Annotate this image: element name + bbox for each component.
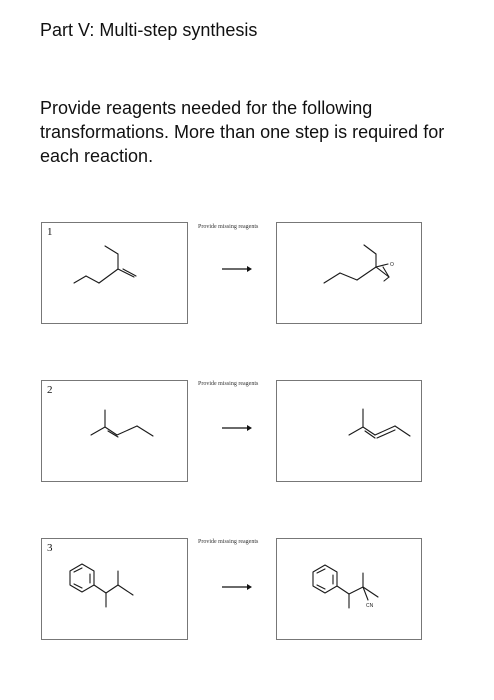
problem-3-starting-material-structure <box>42 539 187 639</box>
problem-1-reagent-label: Provide missing reagents <box>198 224 259 230</box>
problem-2-starting-material-structure <box>42 381 187 481</box>
problem-3-reagent-label: Provide missing reagents <box>198 539 259 545</box>
problem-1-number: 1 <box>47 226 53 238</box>
problem-1-product-structure <box>277 223 421 323</box>
problem-1-starting-material-box <box>41 222 188 324</box>
problem-2-product-box <box>276 380 422 482</box>
instructions-text: Provide reagents needed for the following transformations. More than one step is required for each reaction. <box>40 98 445 166</box>
problem-1-reaction-arrow <box>222 265 252 273</box>
problem-1-starting-material-structure <box>42 223 187 323</box>
problem-3-starting-material-box <box>41 538 188 640</box>
problem-3-reaction-arrow <box>222 583 252 591</box>
problem-3-number: 3 <box>47 542 53 554</box>
problem-2-reaction-arrow <box>222 424 252 432</box>
problem-1-product-oxygen-label: O <box>390 262 394 268</box>
problem-2-starting-material-box <box>41 380 188 482</box>
problem-3-product-box <box>276 538 422 640</box>
problem-1-product-box <box>276 222 422 324</box>
problem-2-number: 2 <box>47 384 53 396</box>
problem-2-reagent-label: Provide missing reagents <box>198 381 259 387</box>
problem-3-product-cyano-label: CN <box>366 603 374 609</box>
page-title: Part V: Multi-step synthesis <box>40 20 258 40</box>
problem-3-product-structure <box>277 539 421 639</box>
problem-2-product-structure <box>277 381 421 481</box>
